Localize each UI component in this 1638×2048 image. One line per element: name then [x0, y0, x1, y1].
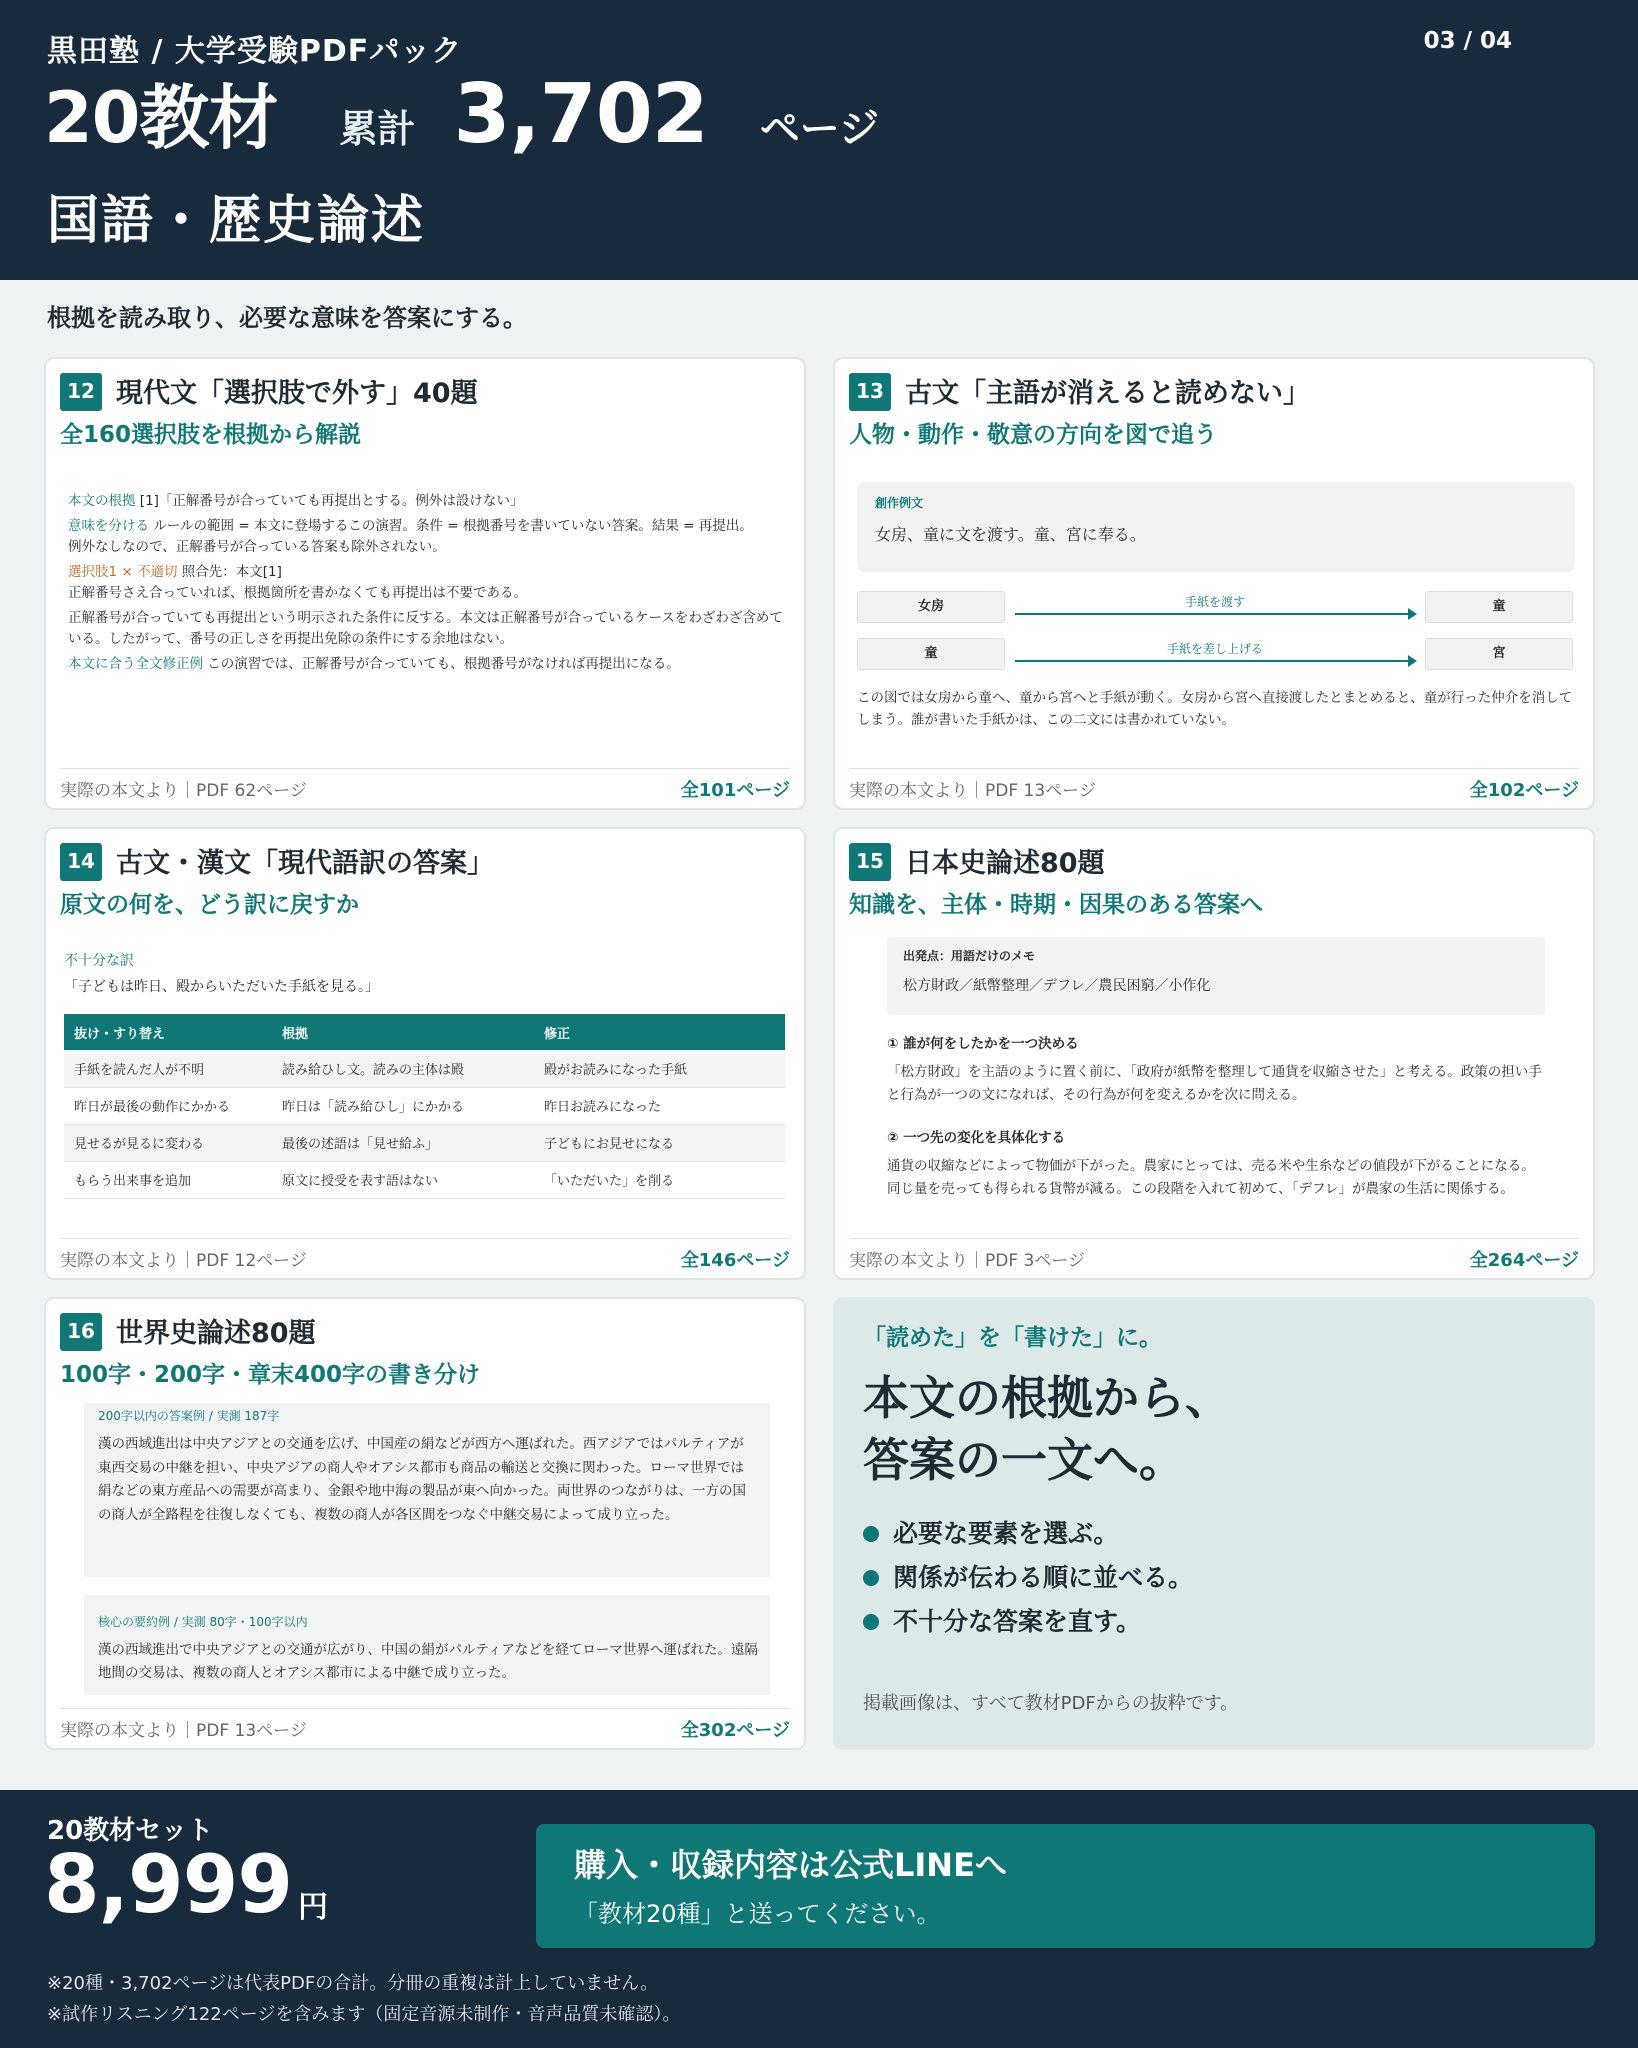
step-text: 「松方財政」を主語のように置く前に、「政府が紙幣を整理して通貨を収縮させた」と考える。政策の担い手と行為が一つの文になれば、その行為が何を変えるかを次に問える。: [887, 1064, 1542, 1103]
source-label: 実際の本文より｜PDF 13ページ: [60, 1721, 307, 1741]
table-header: 修正: [534, 1014, 785, 1050]
message-quote: 「読めた」を「書けた」に。: [863, 1325, 1162, 1351]
message-note: 掲載画像は、すべて教材PDFからの抜粋です。: [863, 1693, 1239, 1714]
tagline: 根拠を読み取り、必要な意味を答案にする。: [47, 304, 527, 332]
summary-text: 漢の西域進出で中央アジアとの交通が広がり、中国の絹がパルティアなどを経てローマ世界へ運ばれた。遠隔地間の交易は、複数の商人とオアシス都市による中継で成り立った。: [98, 1642, 758, 1681]
table-cell: もらう出来事を追加: [64, 1161, 272, 1198]
step-heading: ② 一つ先の変化を具体化する: [887, 1130, 1066, 1146]
source-label: 実際の本文より｜PDF 62ページ: [60, 781, 307, 801]
excerpt-text: この演習では、正解番号が合っていても、根拠番号がなければ再提出になる。: [207, 656, 680, 672]
source-label: 実際の本文より｜PDF 3ページ: [849, 1251, 1085, 1271]
stats-line: [44, 62, 879, 163]
card-title: 古文・漢文「現代語訳の答案」: [116, 848, 494, 879]
card-title: 古文「主語が消えると読めない」: [905, 378, 1310, 409]
table-cell: 見せるが見るに変わる: [64, 1124, 272, 1161]
card-footer: [849, 1238, 1579, 1278]
message-headline: [863, 1367, 1231, 1491]
card-number: 16: [60, 1313, 102, 1351]
card-subtitle: 人物・動作・敬意の方向を図で追う: [849, 422, 1217, 448]
headline-line: 答案の一文へ。: [863, 1433, 1185, 1487]
card-title: 日本史論述80題: [905, 848, 1105, 879]
card-15: [833, 827, 1595, 1280]
excerpt-label: 本文に合う全文修正例: [68, 656, 203, 672]
card-title: 世界史論述80題: [116, 1318, 316, 1349]
table-row: [64, 1050, 785, 1087]
card-12: [44, 357, 806, 810]
point-list: [863, 1512, 1193, 1644]
list-item: 関係が伝わる順に並べる。: [863, 1556, 1193, 1600]
table-cell: 最後の述語は「見せ給ふ」: [272, 1124, 534, 1161]
card-14: [44, 827, 806, 1280]
subject-title: 国語・歴史論述: [47, 191, 426, 251]
example-label: 創作例文: [875, 496, 924, 510]
table-row: [64, 1161, 785, 1198]
source-label: 実際の本文より｜PDF 13ページ: [849, 781, 1096, 801]
step-heading: ① 誰が何をしたかを一つ決める: [887, 1036, 1079, 1052]
page-count: 全264ページ: [1469, 1249, 1579, 1271]
page-unit: ページ: [759, 106, 880, 152]
table-cell: 昨日は「読み給ひし」にかかる: [272, 1087, 534, 1124]
correction-table: [64, 1014, 785, 1199]
excerpt-text: [1]「正解番号が合っていても再提出とする。例外は設けない」: [139, 493, 524, 509]
arrow-right-icon: [1015, 613, 1415, 615]
answer-text: 漢の西域進出は中央アジアとの交通を広げ、中国産の絹などが西方へ運ばれた。西アジアではパルティアが東西交易の中継を担い、中央アジアの商人やオアシス都市も商品の輸送と交換に関わった。ローマ世界では絹などの東方産品への需要が高まり、金銀や地中海の製品が東へ向かった。両世界のつながりは、一方の国の商人が全路程を往復しなくても、複数の商人が各区間をつなぐ中継交易によって成り立った。: [98, 1436, 746, 1523]
insufficient-text: 「子どもは昨日、殿からいただいた手紙を見る。」: [64, 979, 379, 995]
example-text: 女房、童に文を渡す。童、宮に奉る。: [875, 525, 1146, 544]
card-footer: [60, 1708, 790, 1748]
summary-label: 核心の要約例 / 実測 80字・100字以内: [98, 1615, 308, 1629]
cta-title: 購入・収録内容は公式LINEへ: [574, 1846, 1007, 1884]
card-excerpt: [68, 491, 788, 675]
table-cell: 「いただいた」を削る: [534, 1161, 785, 1198]
card-subtitle: 100字・200字・章末400字の書き分け: [60, 1362, 481, 1388]
cta-subtitle: 「教材20種」と送ってください。: [574, 1900, 941, 1928]
flow-label: 手紙を渡す: [1184, 595, 1245, 609]
table-row: [64, 1087, 785, 1124]
answer-label: 200字以内の答案例 / 実測 187字: [98, 1409, 280, 1423]
flow-node: 童: [1425, 591, 1573, 623]
brand-breadcrumb: 黒田塾 / 大学受験PDFパック: [47, 34, 463, 69]
page-count: 全146ページ: [680, 1249, 790, 1271]
card-title: 現代文「選択肢で外す」40題: [116, 378, 478, 409]
materials-count: 20教材: [44, 77, 278, 159]
source-label: 実際の本文より｜PDF 12ページ: [60, 1251, 307, 1271]
card-subtitle: 知識を、主体・時期・因果のある答案へ: [849, 892, 1263, 918]
card-subtitle: 原文の何を、どう訳に戻すか: [60, 892, 359, 918]
table-cell: 昨日が最後の動作にかかる: [64, 1087, 272, 1124]
card-number: 14: [60, 843, 102, 881]
table-header: 根拠: [272, 1014, 534, 1050]
total-label: 累計: [339, 107, 416, 151]
message-card: [833, 1297, 1595, 1750]
set-label: 20教材セット: [47, 1816, 214, 1846]
card-13: [833, 357, 1595, 810]
table-cell: 昨日お読みになった: [534, 1087, 785, 1124]
table-cell: 手紙を読んだ人が不明: [64, 1050, 272, 1087]
card-subtitle: 全160選択肢を根拠から解説: [60, 422, 362, 448]
headline-line: 本文の根拠から、: [863, 1371, 1231, 1425]
example-box: [857, 482, 1575, 572]
card-number: 12: [60, 373, 102, 411]
flow-label: 手紙を差し上げる: [1166, 642, 1263, 656]
table-cell: 原文に授受を表す語はない: [272, 1161, 534, 1198]
diagram-explanation: この図では女房から童へ、童から宮へと手紙が動く。女房から宮へ直接渡したとまとめると、童が行った仲介を消してしまう。誰が書いた手紙かは、この二文には書かれていない。: [857, 690, 1573, 728]
excerpt-label: 意味を分ける: [68, 518, 149, 534]
table-row: [64, 1124, 785, 1161]
footnotes: [47, 1968, 680, 2030]
memo-text: 松方財政／紙幣整理／デフレ／農民困窮／小作化: [903, 978, 1211, 994]
page-count: 全302ページ: [680, 1719, 790, 1741]
excerpt-label: 本文の根拠: [68, 493, 136, 509]
answer-example-box: [84, 1403, 770, 1577]
footnote: ※試作リスニング122ページを含みます（固定音源未制作・音声品質未確認）。: [47, 2004, 681, 2025]
summary-example-box: [84, 1595, 770, 1695]
price: 8,999: [44, 1838, 293, 1931]
step-text: 通貨の収縮などによって物価が下がった。農家にとっては、売る米や生糸などの値段が下がることになる。同じ量を売っても得られる貨幣が減る。この段階を入れて初めて、「デフレ」が農家の生活に関係する。: [887, 1158, 1535, 1197]
card-number: 15: [849, 843, 891, 881]
list-item: 必要な要素を選ぶ。: [863, 1512, 1193, 1556]
card-16: [44, 1297, 806, 1750]
list-item: 不十分な答案を直す。: [863, 1600, 1193, 1644]
card-footer: [60, 768, 790, 808]
table-cell: 読み給ひし文。読みの主体は殿: [272, 1050, 534, 1087]
excerpt-label: 選択肢1 × 不適切: [68, 564, 178, 580]
card-number: 13: [849, 373, 891, 411]
card-footer: [849, 768, 1579, 808]
table-header: 抜け・すり替え: [64, 1014, 272, 1050]
page-count: 全101ページ: [680, 779, 790, 801]
excerpt-text: 照合先：本文[1]: [181, 564, 282, 580]
flow-node: 童: [857, 638, 1005, 670]
line-cta-button[interactable]: [536, 1824, 1595, 1948]
footer: [0, 1790, 1638, 2048]
table-header-row: [64, 1014, 785, 1050]
excerpt-text: ルールの範囲 = 本文に登場するこの演習。条件 = 根拠番号を書いていない答案。結果 = 再提出。: [153, 518, 753, 534]
currency-label: 円: [298, 1890, 328, 1925]
flow-node: 宮: [1425, 638, 1573, 670]
memo-label: 出発点：用語だけのメモ: [903, 949, 1036, 963]
excerpt-text: 正解番号さえ合っていれば、根拠箇所を書かなくても再提出は不要である。: [68, 585, 527, 601]
header: [0, 0, 1638, 280]
insufficient-label: 不十分な訳: [64, 953, 134, 969]
flow-node: 女房: [857, 591, 1005, 623]
page-count: 全102ページ: [1469, 779, 1579, 801]
excerpt-text: 例外なしなので、正解番号が合っている答案も除外されない。: [68, 539, 446, 555]
table-cell: 子どもにお見せになる: [534, 1124, 785, 1161]
total-pages: 3,702: [453, 67, 708, 162]
table-cell: 殿がお読みになった手紙: [534, 1050, 785, 1087]
card-footer: [60, 1238, 790, 1278]
page-indicator: 03 / 04: [1423, 28, 1512, 54]
arrow-right-icon: [1015, 660, 1415, 662]
memo-box: [887, 937, 1545, 1015]
excerpt-text: 正解番号が合っていても再提出という明示された条件に反する。本文は正解番号が合っているケースをわざわざ含めている。したがって、番号の正しさを再提出免除の条件にする余地はない。: [68, 610, 783, 647]
footnote: ※20種・3,702ページは代表PDFの合計。分冊の重複は計上していません。: [47, 1973, 659, 1994]
